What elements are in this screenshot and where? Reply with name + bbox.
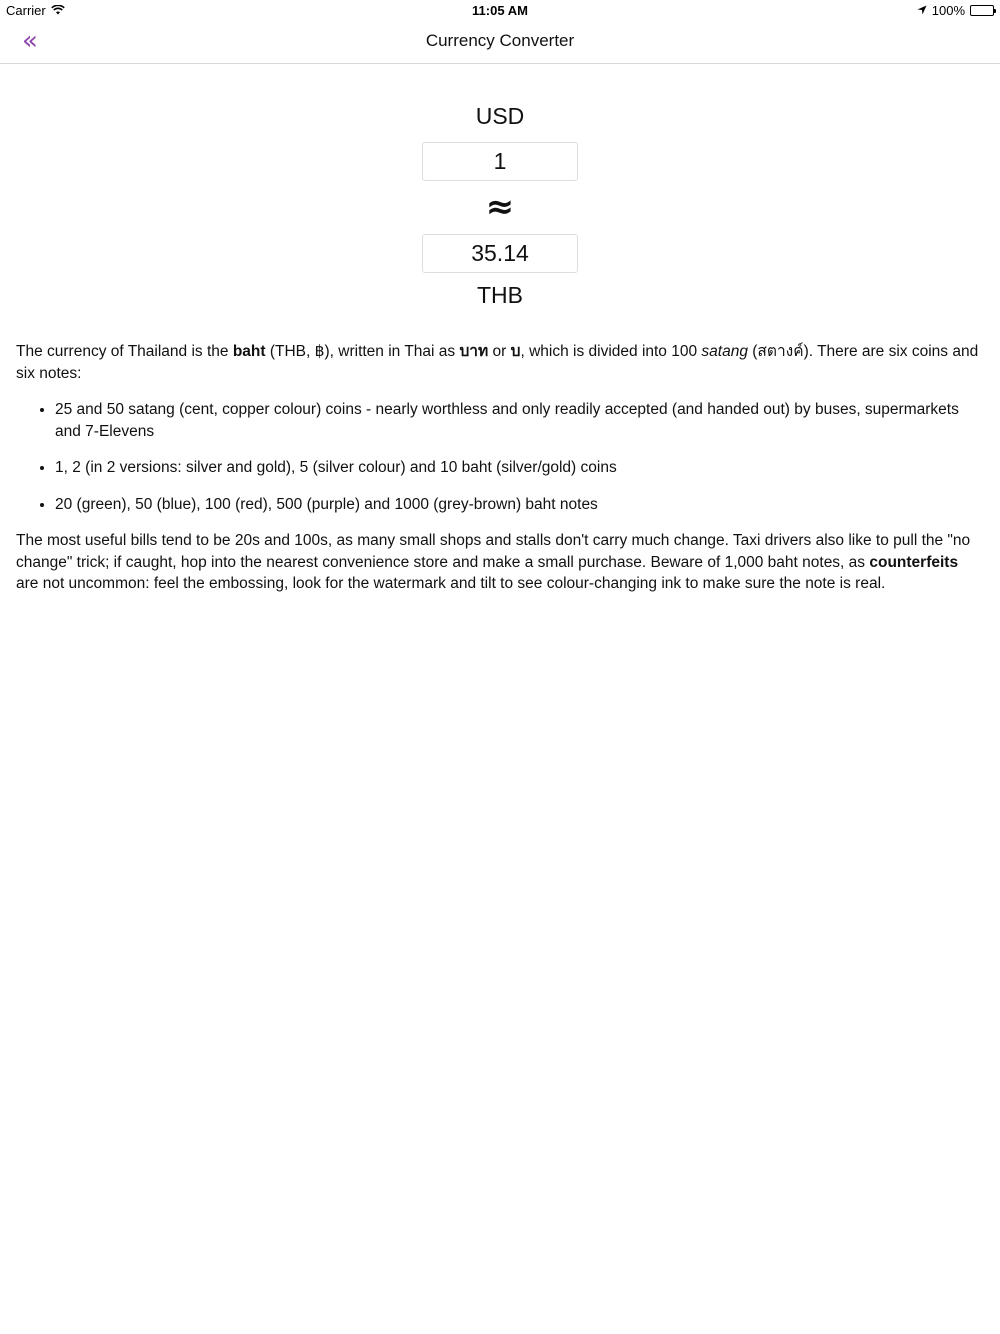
list-item: • 25 and 50 satang (cent, copper colour) coins - nearly worthless and only readily accepted (and handed out) by buses, supermarkets and 7-Elevens bbox=[55, 399, 984, 442]
currency-info bbox=[16, 341, 984, 610]
battery-percent: 100% bbox=[931, 3, 965, 18]
approx-symbol: ≈ bbox=[485, 187, 515, 227]
back-button[interactable]: « bbox=[22, 26, 38, 56]
carrier-label: Carrier bbox=[6, 3, 46, 18]
list-item: • 1, 2 (in 2 versions: silver and gold), 5 (silver colour) and 10 baht (silver/gold) coins bbox=[55, 457, 984, 479]
location-arrow-icon bbox=[917, 3, 927, 18]
to-currency-code: THB bbox=[477, 282, 523, 308]
status-bar bbox=[0, 0, 1000, 20]
navigation-bar bbox=[0, 20, 1000, 64]
status-time: 11:05 AM bbox=[472, 3, 528, 18]
to-amount-field[interactable]: 35.14 bbox=[422, 234, 578, 273]
denominations-list bbox=[55, 399, 984, 515]
list-item: • 20 (green), 50 (blue), 100 (red), 500 (purple) and 1000 (grey-brown) baht notes bbox=[55, 494, 984, 516]
from-amount-input[interactable]: 1 bbox=[422, 142, 578, 181]
from-currency-code: USD bbox=[475, 103, 525, 129]
intro-paragraph: The currency of Thailand is the baht (THB, ฿), written in Thai as บาท or บ, which is divided into 100 satang (สตางค์). There are six coins and six notes: bbox=[16, 343, 979, 382]
battery-icon bbox=[970, 5, 994, 16]
page-title: Currency Converter bbox=[425, 31, 575, 50]
status-right bbox=[917, 3, 994, 18]
tips-paragraph: The most useful bills tend to be 20s and 100s, as many small shops and stalls don't carry much change. Taxi drivers also like to pull the "no change" trick; if caught, hop into the nearest convenience store and make a small purchase. Beware of 1,000 baht notes, as counterfeits are not uncommon: feel the embossing, look for the watermark and tilt to see colour-changing ink to make sure the note is real. bbox=[16, 532, 971, 592]
counterfeits-link[interactable]: counterfeits bbox=[869, 553, 959, 571]
